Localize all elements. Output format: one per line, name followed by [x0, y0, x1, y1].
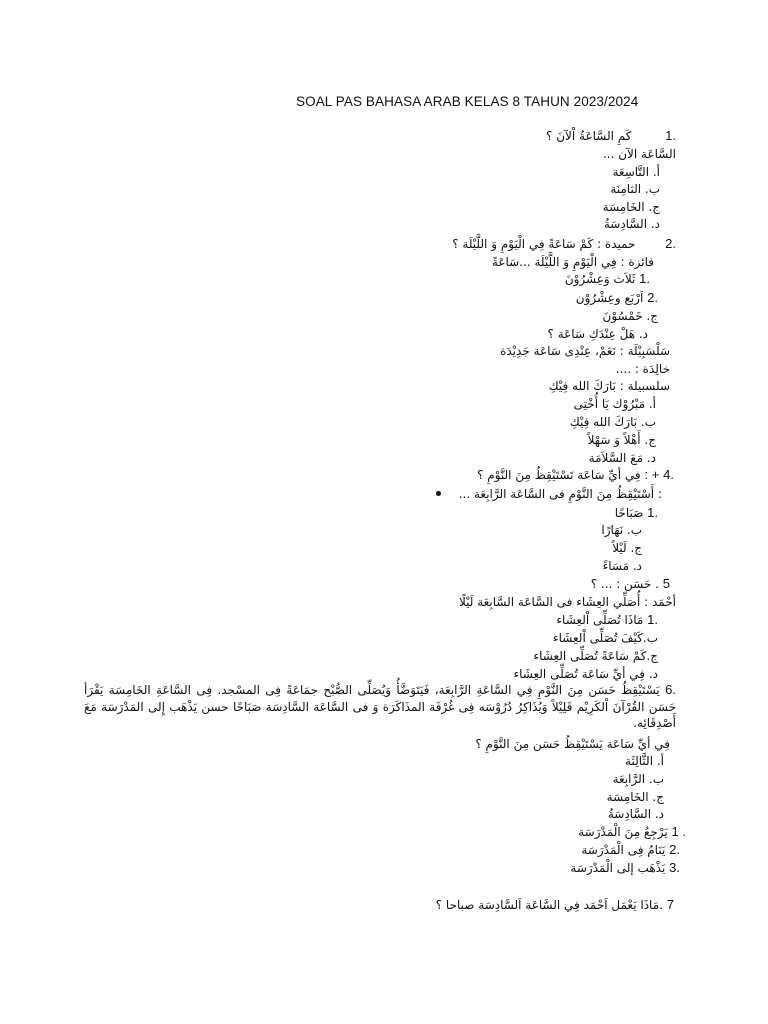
q1-number: .1 [665, 128, 676, 143]
q1-stem-line [546, 128, 676, 144]
q4-stem-line [477, 467, 674, 483]
q5-number: 5 [662, 576, 670, 591]
q5-option-b: ب.كَيْفَ تُصَلِّى اْلعِشَاء [553, 631, 658, 645]
q5-option-c: ج.كَمْ سَاعَةً تُصَلِّى العِشَاء [533, 649, 658, 663]
q7-number: 7 [666, 897, 674, 912]
bullet-icon [436, 491, 441, 496]
q7-stem-line [436, 897, 674, 913]
q4-answer-text: : أَسْتَيْقِظُ مِنَ النَّوْمِ فى السَّاعَة الرَّابِعَة ... [458, 487, 662, 501]
q3-dialogue-line-3: سلسبيلة : بَارَكَ الله فِيْكِ [548, 379, 670, 393]
q6-option-2-number: .2 [669, 842, 680, 857]
q6-option-2-text: يَنَامُ فِى الْمَدْرَسَة [581, 843, 666, 857]
q6-option-1-text: يَرْجِعُ مِنَ الْمَدْرَسَة [578, 825, 668, 839]
q2-option-1 [565, 271, 650, 287]
q2-option-4: د. هَلْ عِنْدَكِ سَاعَة ؟ [547, 327, 648, 341]
q6-number: .6 [665, 682, 676, 697]
q6-option-a: أ. الثَّالِثَة [625, 754, 664, 768]
q5-option-1-text: مَاذَا تُصَلِّى اْلعِشَاء [556, 613, 644, 627]
q2-stem: حميدة : كَمْ سَاعَةً فِي الْيَوْمِ وَ اللَّيْلَة ؟ [452, 237, 636, 251]
document-title: SOAL PAS BAHASA ARAB KELAS 8 TAHUN 2023/2024 [296, 94, 639, 109]
q6-option-3-number: .3 [669, 860, 680, 875]
q6-option-1 [578, 824, 686, 840]
q5-stem-line [591, 576, 670, 592]
q6-stem: فِي أيِّ سَاعَة يَسْتَيْقِظُ حَسَن مِنَ النَّوْمِ ؟ [475, 737, 670, 751]
q1-stem: كَمِ السَّاعَةُ اْلآنَ ؟ [546, 129, 632, 143]
q3-dialogue-line-1: سَلْسَبِيْلَة : نَعَمْ، عِنْدِى سَاعَة جَدِيْدَة [500, 344, 670, 358]
q7-stem: .مَاذَا يَعْمَل اَحْمَد فِي السَّاعَة اَلسَّادِسَة صباحا ؟ [435, 898, 663, 912]
q5-stem: . حَسَن : ... ؟ [590, 577, 659, 591]
q4-option-c: ج. لَيْلاً [612, 541, 642, 555]
q4-stem: فِي أيِّ سَاعَة تَسْتَيْقِظُ مِنَ النَّوْمِ ؟ [477, 468, 641, 482]
q3-option-b: ب. بَارَكَ الله فِيْكِ [569, 415, 656, 429]
q5-option-1-number: .1 [647, 612, 658, 627]
q6-option-b: ب. الرَّابِعَة [612, 772, 664, 786]
q3-dialogue-line-2: خالِدَة : .... [615, 362, 670, 376]
q6-option-3-text: يَذْهَب إلى الْمَدْرَسَة [570, 861, 666, 875]
q4-number: .4 [663, 467, 674, 482]
q1-option-b: ب. الثامِنَة [610, 182, 660, 196]
q3-option-d: د. مَعَ السَّلاَمَة [588, 451, 656, 465]
q5-answer-line: أحْمَد : أُصَلِّي العِشَاء فى السَّاعَة السَّابِعَة لَيْلًا [458, 595, 676, 609]
q6-option-d: د. السَّادِسَةُ [607, 807, 664, 821]
q3-option-a: أ. مَبْرُوْك يَا أُخْتِى [573, 397, 656, 411]
q4-marker: + : [644, 467, 660, 482]
q2-number: .2 [665, 236, 676, 251]
q2-option-2-text: اَرْبَع وعِشْرُوْن [575, 291, 644, 305]
q2-option-1-number: .1 [639, 271, 650, 286]
q6-option-c: ج. الخَامِسَة [606, 790, 664, 804]
q4-answer-line [436, 486, 662, 502]
q1-option-a: أ. التَّاسِعَة [612, 165, 660, 179]
q3-option-c: ج. أَهْلاً وَ سَهْلاً [587, 433, 656, 447]
q2-answer-line: فائزة : فِي الْيَوْمِ وَ اللَّيْلَة ...سَاعَةً [491, 255, 654, 269]
q2-option-3: ج. خَمْسُوْنَ [602, 309, 658, 323]
q4-option-1-text: صَبَاحًا [614, 506, 644, 520]
q6-option-3 [570, 860, 680, 876]
q5-option-1 [556, 612, 658, 628]
q1-option-c: ج. الخَامِسَة [602, 200, 660, 214]
q4-option-1-number: .1 [647, 505, 658, 520]
q4-option-b: ب. نَهَارًا [601, 523, 642, 537]
q6-passage-text: يَسْتَيْقِظُ حَسَن مِنَ النَّوْمِ فِي السَّاعَةِ الرَّابِعَة، فَيَتَوَضَّأُ وَيُصَلِّى الصُّبْح جمَاعَةً فِى المسْجد. فِى السَّاعَةِ الخَامِسَة يَقْرَأ حَسَن القُرْآنَ اْلكَرِيْم قَلِيْلاً وَيُذَاكِرُ دُرُوْسَه فِى غُرْفَة المذَاكَرَة وَ فى السَّاعَة السَّادِسَة صَبَاحًا حسن يَذْهَب إِلى المَدْرَسَة مَعَ أَصْدِقَائِه. [84, 683, 676, 730]
q2-option-2-number: .2 [647, 290, 658, 305]
q2-option-2 [576, 290, 658, 306]
q4-option-d: د. مَسَاءً [602, 559, 642, 573]
q1-prompt: السَّاعَة الآن ... [602, 147, 676, 161]
q4-option-1 [615, 505, 658, 521]
q2-stem-line [452, 236, 676, 252]
q6-option-1-number: . 1 [671, 824, 686, 839]
q6-passage [84, 682, 676, 732]
q5-option-d: د. فِي أيِّ سَاعَة تُصَلِّى العِشَاء [513, 667, 658, 681]
q6-option-2 [581, 842, 680, 858]
q2-option-1-text: ثَلاَث وَعِشْرُوْنَ [564, 272, 636, 286]
q1-option-d: د. السَّادِسَةُ [603, 217, 660, 231]
